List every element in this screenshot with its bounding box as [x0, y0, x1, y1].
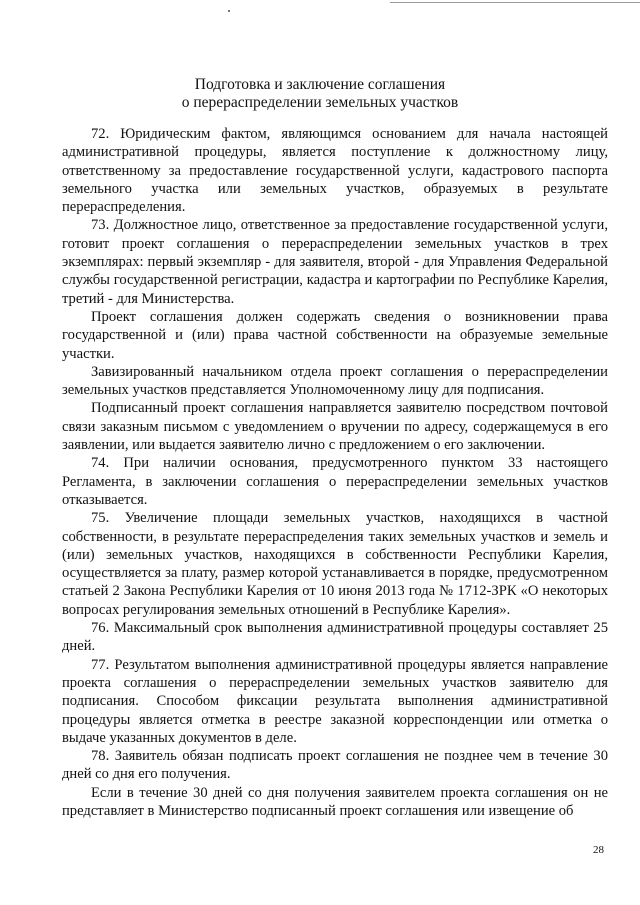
- paragraph-74: 74. При наличии основания, предусмотренного пунктом 33 настоящего Регламента, в заключении соглашения о перераспределении земельных участков отказывается.: [62, 455, 608, 508]
- section-heading: [0, 76, 640, 112]
- heading-line-1: Подготовка и заключение соглашения: [194, 76, 446, 93]
- paragraph-endorsed-draft: Завизированный начальником отдела проект соглашения о перераспределении земельных участков представляется Уполномоченному лицу для подписания.: [62, 363, 608, 399]
- paragraph-73: 73. Должностное лицо, ответственное за предоставление государственной услуги, готовит проект соглашения о перераспределении земельных участков в трех экземплярах: первый экземпляр - для заявителя, второй - для Управления Федеральной службы государственной регистрации, кадастра и картографии по Республике Карелия, третий - для Министерства.: [62, 217, 608, 307]
- document-body: [62, 125, 608, 820]
- paragraph-signed-draft: Подписанный проект соглашения направляется заявителю посредством почтовой связи заказным письмом с уведомлением о вручении по адресу, содержащемуся в его заявлении, или выдается заявителю лично с предложением о его заключении.: [62, 400, 608, 454]
- paragraph-draft-content: Проект соглашения должен содержать сведения о возникновении права государственной и (или) права частной собственности на образуемые земельные участки.: [62, 308, 608, 362]
- heading-line-2: о перераспределении земельных участков: [181, 94, 459, 111]
- paragraph-72: 72. Юридическим фактом, являющимся основанием для начала настоящей административной процедуры, является поступление к должностному лицу, ответственному за предоставление государственной услуги, кадастрового паспорта земельного участка или земельных участков, образуемых в результате перераспределения.: [62, 126, 608, 216]
- paragraph-76: 76. Максимальный срок выполнения административной процедуры составляет 25 дней.: [62, 620, 608, 655]
- paragraph-77: 77. Результатом выполнения административной процедуры является направление проекта соглашения о перераспределении земельных участков заявителю для подписания. Способом фиксации результата выполнения административной процедуры является отметка в реестре заказной корреспонденции или отметка о выдаче указанных документов в деле.: [62, 656, 608, 746]
- top-edge-line: [390, 2, 640, 3]
- paragraph-78: 78. Заявитель обязан подписать проект соглашения не позднее чем в течение 30 дней со дня его получения.: [62, 748, 608, 783]
- scan-speck: [228, 10, 230, 12]
- paragraph-75: 75. Увеличение площади земельных участков, находящихся в частной собственности, в результате перераспределения таких земельных участков и земель и (или) земельных участков, находящихся в собственности Республики Карелия, осуществляется за плату, размер которой устанавливается в порядке, предусмотренном статьей 2 Закона Республики Карелия от 10 июня 2013 года № 1712-ЗРК «О некоторых вопросах регулирования земельных отношений в Республике Карелия».: [62, 510, 608, 618]
- page-number: 28: [593, 844, 604, 856]
- paragraph-continuation: Если в течение 30 дней со дня получения заявителем проекта соглашения он не представляет в Министерство подписанный проект соглашения или извещение об: [62, 784, 608, 819]
